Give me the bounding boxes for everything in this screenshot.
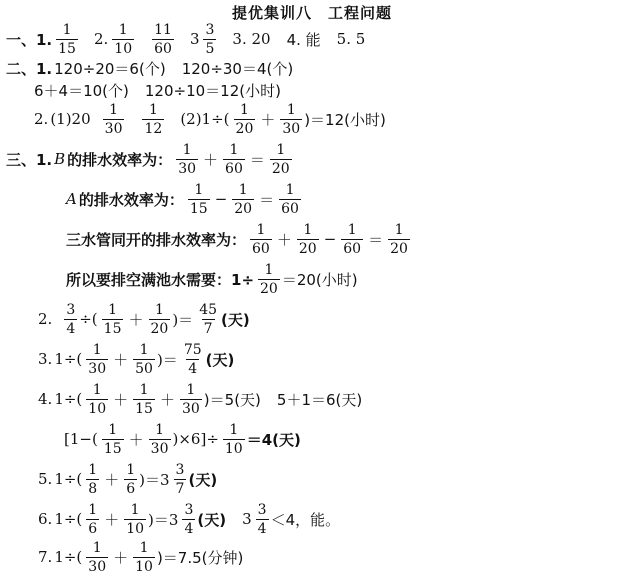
fraction: $\frac{1}{15}$ xyxy=(103,301,122,337)
answer-text: 1÷( xyxy=(54,350,83,368)
fraction: $\frac{1}{50}$ xyxy=(135,341,153,377)
fraction: $\frac{3}{4}$ xyxy=(257,501,267,537)
variable: A xyxy=(66,190,77,208)
item-number: 6. xyxy=(38,510,53,528)
answer-text: ＜4，能。 xyxy=(270,510,341,529)
item-number: 3. xyxy=(38,350,53,368)
fraction: $\frac{3}{5}$ xyxy=(205,21,215,57)
answer-line-9 xyxy=(38,302,252,336)
fraction: $\frac{1}{30}$ xyxy=(181,381,200,417)
answer-line-10 xyxy=(38,342,236,376)
answer-text: 5＋1＝6(天) xyxy=(276,390,363,409)
fraction: $\frac{11}{60}$ xyxy=(154,21,172,57)
fraction: $\frac{1}{6}$ xyxy=(126,461,136,497)
section-label: 一、1. xyxy=(6,30,53,49)
answer-line-14 xyxy=(38,502,342,536)
fraction: $\frac{1}{20}$ xyxy=(298,221,317,257)
answer-line-8 xyxy=(66,262,360,296)
answer-text: (2)1÷( xyxy=(180,110,230,128)
answer-text: )＝3 xyxy=(148,510,179,529)
answer-text: )×6]÷ xyxy=(172,430,219,448)
fraction: $\frac{1}{30}$ xyxy=(150,421,169,457)
fraction: $\frac{1}{10}$ xyxy=(135,539,153,575)
fraction: $\frac{1}{60}$ xyxy=(281,181,299,217)
answer-line-7 xyxy=(66,222,412,256)
operator: − xyxy=(214,190,228,208)
answer-text: )＝7.5(分钟) xyxy=(156,548,244,567)
operator: − xyxy=(323,230,337,248)
operator: ＋ xyxy=(113,350,129,369)
mixed-whole: 3 xyxy=(189,30,200,48)
mixed-whole: 3 xyxy=(242,510,252,528)
fraction: $\frac{1}{20}$ xyxy=(234,181,253,217)
operator: ＋ xyxy=(203,150,219,169)
fraction: $\frac{1}{20}$ xyxy=(390,221,408,257)
operator: ＝ xyxy=(249,150,265,169)
operator: ＋ xyxy=(260,110,276,129)
answer-line-2 xyxy=(6,56,295,80)
answer-text: 5. 5 xyxy=(336,30,366,48)
answer-line-12 xyxy=(64,422,303,456)
answer-text: 120÷10＝12(小时) xyxy=(144,81,281,100)
answer-text: )＝ xyxy=(156,350,178,369)
fraction: $\frac{1}{10}$ xyxy=(224,421,243,457)
operator: ＝ xyxy=(259,190,275,209)
answer-text: 所以要排空满池水需要：1÷ xyxy=(66,270,255,289)
item-number: 2. xyxy=(38,310,53,328)
fraction: $\frac{75}{4}$ xyxy=(183,341,202,377)
unit-text: (天) xyxy=(221,310,250,329)
answer-text: (1)20 xyxy=(50,110,91,128)
operator: ＋ xyxy=(104,510,120,529)
fraction: $\frac{1}{60}$ xyxy=(343,221,362,257)
answer-line-15 xyxy=(38,540,245,574)
fraction: $\frac{3}{4}$ xyxy=(66,301,76,337)
item-number: 5. xyxy=(38,470,53,488)
fraction: $\frac{1}{12}$ xyxy=(144,101,163,137)
fraction: $\frac{1}{20}$ xyxy=(150,301,169,337)
fraction: $\frac{1}{15}$ xyxy=(135,381,153,417)
answer-text: ＝4(天) xyxy=(246,430,301,449)
answer-text: )＝ xyxy=(172,310,194,329)
operator: ＝ xyxy=(368,230,384,249)
fraction: $\frac{3}{4}$ xyxy=(184,501,194,537)
answer-text: 120÷20＝6(个) xyxy=(54,59,166,78)
answer-text: 3. 20 xyxy=(232,30,271,48)
answer-text: ＝20(小时) xyxy=(281,270,358,289)
answer-line-11 xyxy=(38,382,364,416)
fraction: $\frac{1}{8}$ xyxy=(88,461,98,497)
operator: ＋ xyxy=(113,548,129,567)
operator: ＋ xyxy=(128,430,144,449)
section-label: 三、1. xyxy=(6,150,53,169)
answer-text: 1÷( xyxy=(54,548,83,566)
answer-text: 4. 能 xyxy=(286,30,321,49)
unit-text: (天) xyxy=(205,350,235,369)
answer-text: 三水管同开的排水效率为： xyxy=(66,230,247,249)
answer-text: 120÷30＝4(个) xyxy=(181,59,294,78)
answer-text: ÷( xyxy=(79,310,98,328)
answer-line-13 xyxy=(38,462,219,496)
fraction: $\frac{1}{30}$ xyxy=(104,101,123,137)
answer-line-5 xyxy=(6,142,294,176)
item-number: 4. xyxy=(38,390,53,408)
fraction: $\frac{1}{15}$ xyxy=(58,21,76,57)
section-label: 二、1. xyxy=(6,59,53,78)
fraction: $\frac{45}{7}$ xyxy=(199,301,218,337)
fraction: $\frac{1}{10}$ xyxy=(114,21,133,57)
operator: ＋ xyxy=(128,310,144,329)
answer-text: 6＋4＝10(个) xyxy=(34,81,129,100)
variable: B xyxy=(54,150,66,168)
answer-text: 1÷( xyxy=(54,390,83,408)
answer-line-6 xyxy=(66,182,303,216)
fraction: $\frac{1}{60}$ xyxy=(225,141,243,177)
answer-line-4 xyxy=(34,102,388,136)
operator: ＋ xyxy=(159,390,175,409)
fraction: $\frac{1}{10}$ xyxy=(88,381,107,417)
answer-line-1 xyxy=(6,22,367,56)
item-number: 2. xyxy=(34,110,49,128)
fraction: $\frac{1}{10}$ xyxy=(126,501,145,537)
fraction: $\frac{1}{30}$ xyxy=(88,539,107,575)
unit-text: (天) xyxy=(188,470,218,489)
answer-text: )＝5(天) xyxy=(203,390,261,409)
item-number: 2. xyxy=(93,30,109,48)
answer-text: 1÷( xyxy=(54,510,83,528)
answer-text: 1÷( xyxy=(54,470,83,488)
fraction: $\frac{1}{15}$ xyxy=(189,181,208,217)
answer-text: 的排水效率为： xyxy=(78,190,184,209)
answer-text: [1−( xyxy=(64,430,98,448)
operator: ＋ xyxy=(113,390,129,409)
fraction: $\frac{1}{20}$ xyxy=(271,141,290,177)
answer-text: )＝12(小时) xyxy=(304,110,386,129)
fraction: $\frac{1}{30}$ xyxy=(88,341,107,377)
fraction: $\frac{1}{15}$ xyxy=(103,421,122,457)
fraction: $\frac{1}{6}$ xyxy=(88,501,98,537)
operator: ＋ xyxy=(276,230,292,249)
fraction: $\frac{1}{30}$ xyxy=(178,141,197,177)
item-number: 7. xyxy=(38,548,53,566)
fraction: $\frac{3}{7}$ xyxy=(175,461,185,497)
fraction: $\frac{1}{60}$ xyxy=(252,221,270,257)
answer-text: )＝3 xyxy=(139,470,170,489)
fraction: $\frac{1}{20}$ xyxy=(260,261,278,297)
page-title: 提优集训八 工程问题 xyxy=(232,4,393,22)
fraction: $\frac{1}{30}$ xyxy=(282,101,301,137)
fraction: $\frac{1}{20}$ xyxy=(235,101,254,137)
operator: ＋ xyxy=(104,470,120,489)
answer-text: 的排水效率为： xyxy=(67,150,173,169)
unit-text: (天) xyxy=(197,510,227,529)
answer-line-3 xyxy=(34,78,283,102)
